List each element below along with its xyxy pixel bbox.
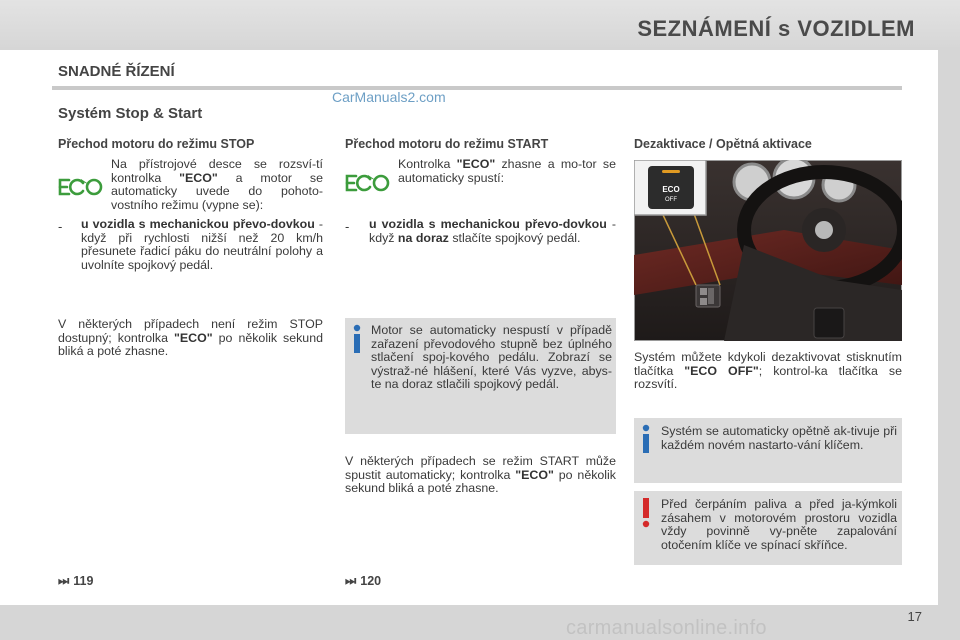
section-divider bbox=[52, 86, 902, 90]
col1-bullet-dash: - bbox=[58, 219, 63, 234]
page-ref-link[interactable]: ⏭ 120 bbox=[345, 574, 382, 588]
section-title: SNADNÉ ŘÍZENÍ bbox=[58, 63, 175, 80]
col1-note: V některých případech není režim STOP dostupný; kontrolka "ECO" po několik sekund bliká a poté zhasne. bbox=[58, 317, 323, 359]
col2-info-text: Motor se automaticky nespustí v případě zařazení převodového stupně bez úplného stlačení spoj-kového pedálu. Zobrazí se výstraž-né hlášení, které Vás vyzve, abys-te na doraz stlačili spojkový pedál. bbox=[371, 323, 612, 392]
footer-watermark[interactable]: carmanualsonline.info bbox=[566, 617, 767, 639]
col3-text: Systém můžete kdykoli dezaktivovat stisknutím tlačítka "ECO OFF"; kontrol-ka tlačítka se rozsvítí. bbox=[634, 350, 903, 392]
eco-off-button-sublabel: OFF bbox=[665, 197, 677, 203]
info-icon bbox=[641, 424, 651, 454]
watermark-top[interactable]: CarManuals2.com bbox=[332, 89, 446, 105]
col2-bullet-dash: - bbox=[345, 219, 350, 234]
col3-warning-text: Před čerpáním paliva a před ja-kýmkoli zásahem v motorovém prostoru vozidla vždy povinně vy-pněte zapalování otočením klíče ve spínací skříňce. bbox=[661, 497, 897, 552]
warning-icon bbox=[641, 498, 651, 528]
col2-heading: Přechod motoru do režimu START bbox=[345, 137, 549, 151]
skip-forward-icon: ⏭ bbox=[58, 574, 70, 588]
col1-intro: Na přístrojové desce se rozsví-tí kontrolka "ECO" a motor se automaticky uvede do pohoto-vostního režimu (vypne se): bbox=[111, 157, 323, 212]
eco-indicator-icon bbox=[344, 172, 390, 194]
col2-bullet: u vozidla s mechanickou převo-dovkou - když na doraz stlačíte spojkový pedál. bbox=[369, 217, 616, 245]
col2-intro: Kontrolka "ECO" zhasne a mo-tor se automaticky spustí: bbox=[398, 157, 616, 185]
subsection-title: Systém Stop & Start bbox=[58, 105, 203, 122]
page-edge bbox=[938, 50, 960, 605]
chapter-title: SEZNÁMENÍ s VOZIDLEM bbox=[637, 16, 915, 41]
page-number: 17 bbox=[907, 609, 922, 624]
eco-indicator-icon bbox=[57, 176, 103, 198]
col2-note: V některých případech se režim START může spustit automaticky; kontrolka "ECO" po několik sekund bliká a poté zhasne. bbox=[345, 454, 616, 496]
info-icon bbox=[352, 324, 362, 354]
col1-heading: Přechod motoru do režimu STOP bbox=[58, 137, 255, 151]
col1-bullet: u vozidla s mechanickou převo-dovkou - když při rychlosti nižší než 20 km/h přesunete řadicí páku do neutrální polohy a uvolníte spojkový pedál. bbox=[81, 217, 323, 272]
skip-forward-icon: ⏭ bbox=[345, 574, 357, 588]
footer-bar bbox=[0, 605, 960, 640]
col3-info-text: Systém se automaticky opětně ak-tivuje při každém novém nastarto-vání klíčem. bbox=[661, 424, 897, 452]
col3-heading: Dezaktivace / Opětná aktivace bbox=[634, 137, 812, 151]
eco-off-button-label: ECO bbox=[662, 185, 680, 194]
page-ref-link[interactable]: ⏭ 119 bbox=[58, 574, 94, 588]
dashboard-photo bbox=[634, 160, 902, 341]
